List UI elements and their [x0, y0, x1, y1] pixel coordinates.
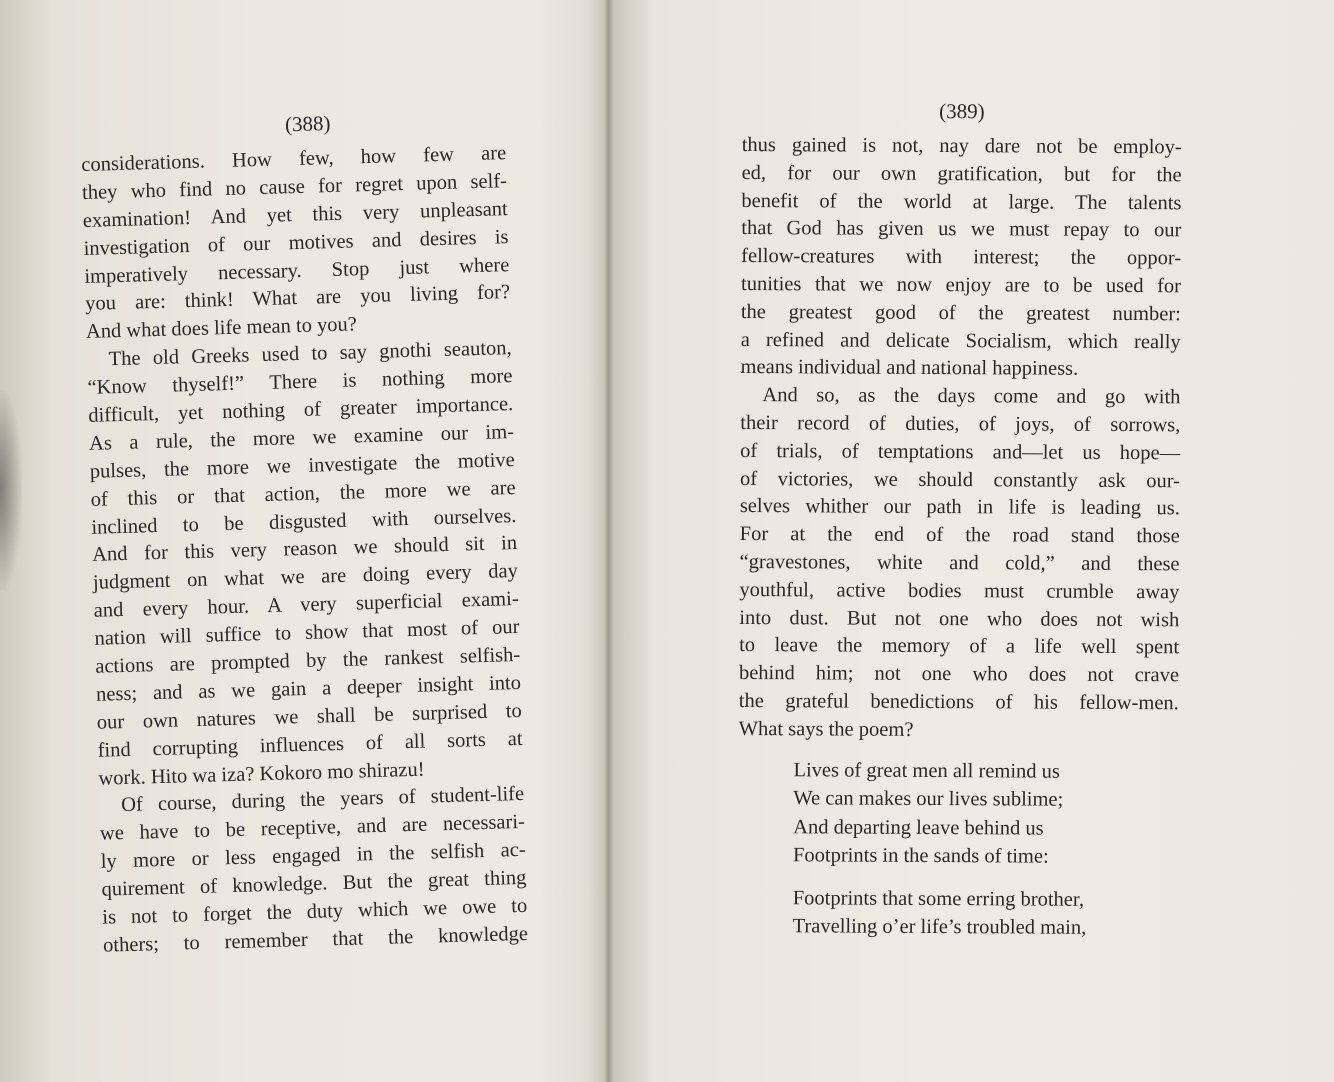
text-line: of trials, of temptations and—let us hope—	[740, 439, 1181, 465]
right-page-text	[739, 132, 1182, 746]
page-number-right: (389)	[939, 99, 985, 124]
text-line: selves whither our path in life is leading us.	[739, 495, 1180, 520]
poem-line: Footprints in the sands of time:	[792, 844, 1049, 868]
poem-stanza	[738, 884, 1178, 943]
text-line: judgment on what we are doing every day	[92, 560, 519, 595]
text-line: nation will suffice to show that most of our	[94, 616, 520, 650]
text-line: As a rule, the more we examine our im-	[88, 420, 515, 455]
text-line: The old Greeks used to say gnothi seauton,	[108, 337, 512, 371]
text-line: means individual and national happiness.	[740, 356, 1079, 381]
poem-line: We can makes our lives sublime;	[793, 787, 1064, 811]
thumb-shadow	[0, 390, 22, 590]
text-line: actions are prompted by the rankest selfish-	[95, 643, 521, 678]
text-line: considerations. How few, how few are	[81, 142, 507, 176]
text-line: And for this very reason we should sit in	[91, 532, 518, 567]
poem-stanza	[738, 756, 1179, 872]
left-page-text	[81, 140, 528, 960]
poem-line: And departing leave behind us	[793, 815, 1044, 840]
right-page	[738, 98, 1182, 943]
text-line: examination! And yet this very unpleasant	[82, 197, 509, 232]
text-line: benefit of the world at large. The talents	[741, 189, 1182, 214]
text-line: their record of duties, of joys, of sorrows,	[740, 411, 1181, 437]
text-line: that God has given us we must repay to our	[741, 217, 1182, 242]
text-line: ly more or less engaged in the selfish ac-	[100, 839, 526, 873]
text-line: you are: think! What are you living for?	[84, 281, 511, 316]
text-line: Of course, during the years of student-life	[120, 783, 525, 817]
poem-line: Lives of great men all remind us	[793, 758, 1060, 783]
text-line: a refined and delicate Socialism, which really	[740, 328, 1181, 353]
text-line: the grateful benedictions of his fellow-men.	[738, 689, 1179, 715]
text-line: to leave the memory of a life well spent	[739, 634, 1180, 659]
text-line: of this or that action, the more we are	[90, 476, 516, 511]
text-line: is not to forget the duty which we owe to	[102, 894, 528, 929]
text-line: we have to be receptive, and are necessari-	[99, 811, 526, 846]
left-page	[80, 106, 528, 960]
text-line: And what does life mean to you?	[85, 313, 358, 344]
text-line: of victories, we should constantly ask our-	[739, 467, 1181, 492]
text-line: work. Hito wa iza? Kokoro mo shirazu!	[98, 758, 425, 790]
poem-line: Travelling o’er life’s troubled main,	[792, 915, 1087, 939]
text-line: For at the end of the road stand those	[739, 523, 1180, 548]
text-line: imperatively necessary. Stop just where	[84, 253, 510, 288]
text-line: the greatest good of the greatest number:	[740, 300, 1181, 326]
text-line: our own natures we shall be surprised to	[96, 699, 523, 734]
text-line: ed, for our own gratification, but for the	[741, 161, 1182, 187]
page-number-left: (388)	[284, 111, 331, 137]
text-line: ness; and as we gain a deeper insight into	[95, 671, 522, 706]
text-line: difficult, yet nothing of greater importance.	[88, 393, 514, 427]
text-line: quirement of knowledge. But the great thing	[101, 866, 527, 901]
text-line: youthful, active bodies must crumble away	[739, 578, 1180, 604]
text-line: fellow-creatures with interest; the oppor-	[741, 245, 1182, 270]
text-line: thus gained is not, nay dare not be employ-	[741, 133, 1182, 159]
text-line: tunities that we now enjoy are to be used for	[740, 272, 1182, 298]
text-line: inclined to be disgusted with ourselves.	[91, 504, 517, 539]
poem	[738, 756, 1179, 943]
text-line: “gravestones, white and cold,” and these	[739, 550, 1180, 576]
text-line: pulses, the more we investigate the motive	[89, 448, 516, 483]
poem-line: Footprints that some erring brother,	[792, 886, 1085, 911]
text-line: others; to remember that the knowledge	[102, 922, 529, 957]
text-line: What says the poem?	[738, 717, 914, 741]
text-line: And so, as the days come and go with	[762, 384, 1181, 409]
text-line: and every hour. A very superficial exami-	[93, 588, 519, 623]
text-line: “Know thyself!” There is nothing more	[87, 365, 513, 400]
text-line: behind him; not one who does not crave	[738, 662, 1180, 687]
text-line: investigation of our motives and desires is	[83, 225, 509, 260]
text-line: find corrupting influences of all sorts at	[97, 727, 523, 762]
text-line: they who find no cause for regret upon self-	[81, 169, 508, 204]
text-line: into dust. But not one who does not wish	[739, 606, 1180, 631]
